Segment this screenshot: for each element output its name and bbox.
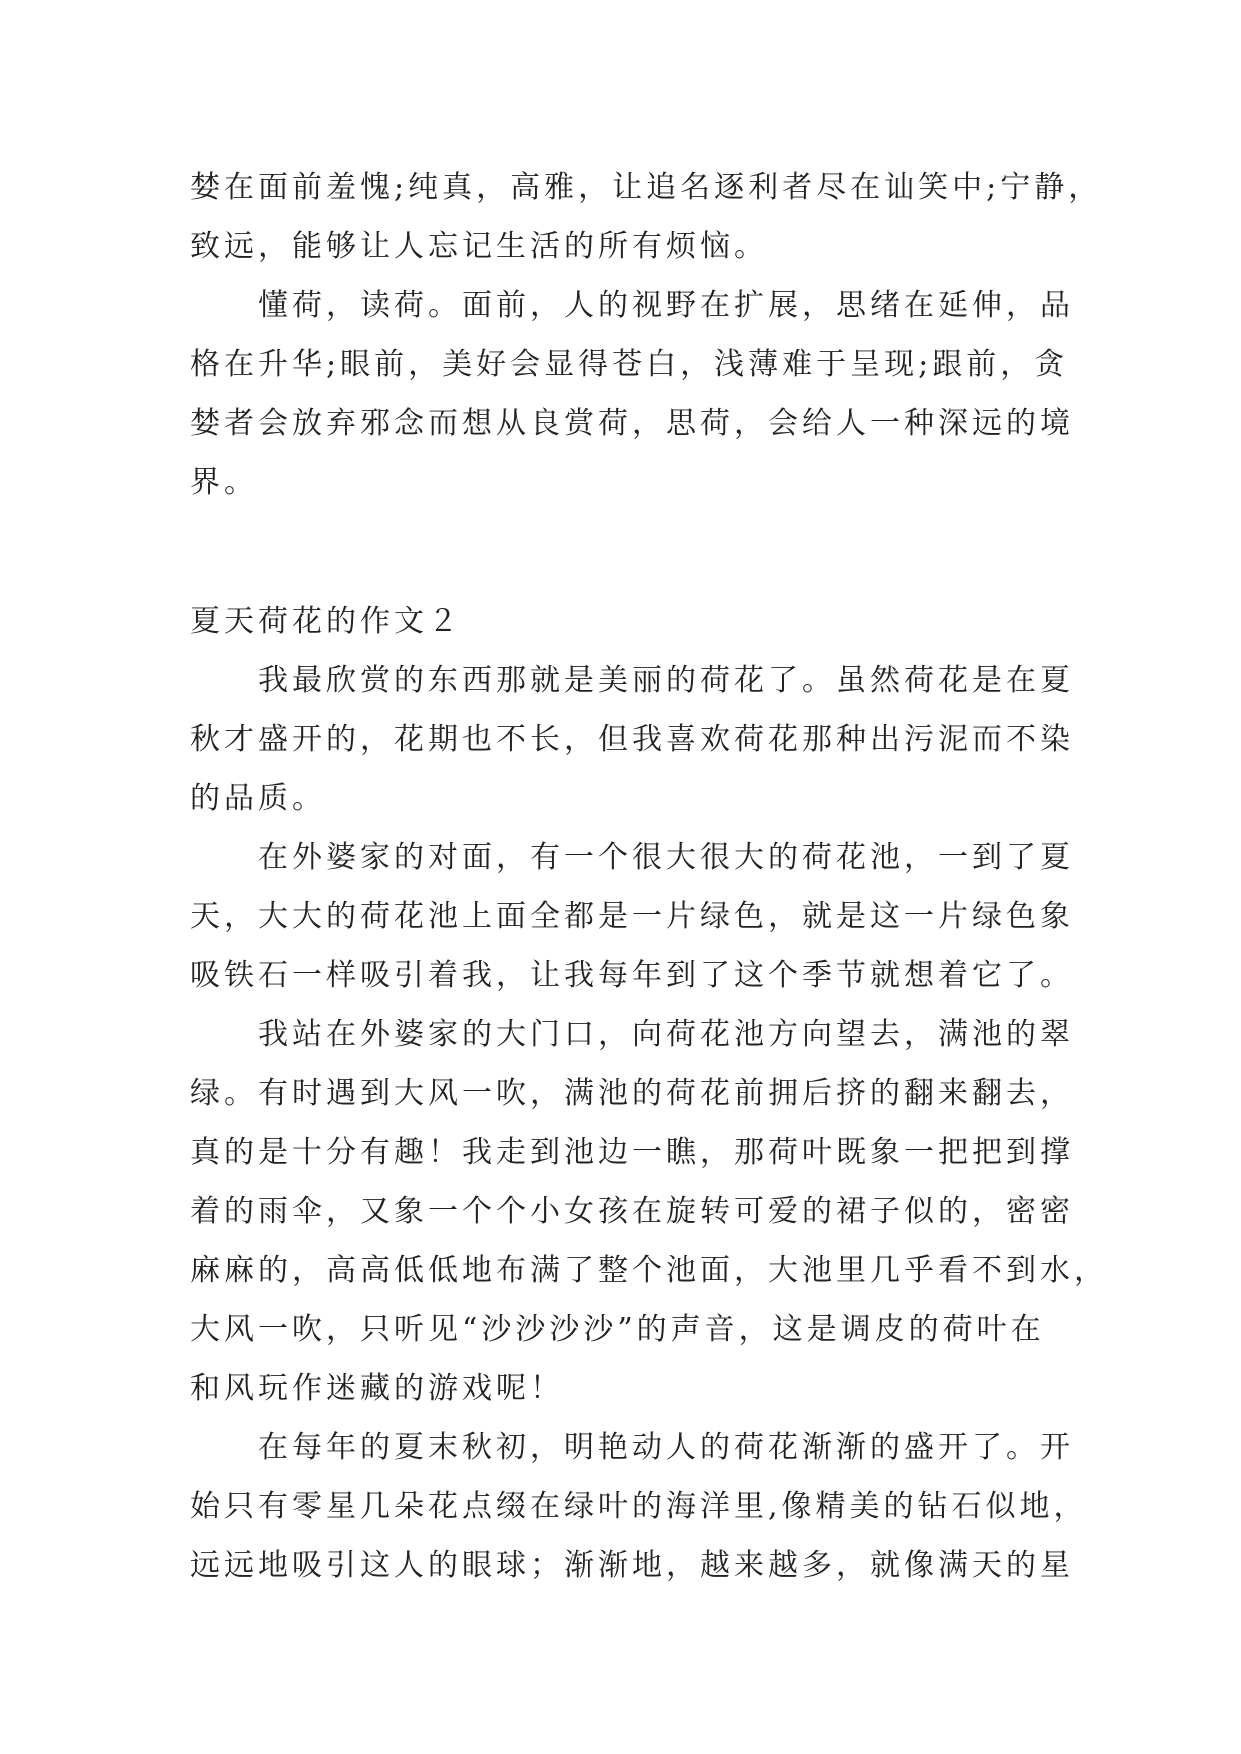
text-line: 婪者会放弃邪念而想从良赏荷，思荷，会给人一种深远的境 (190, 406, 1074, 441)
text-line: 秋才盛开的，花期也不长，但我喜欢荷花那种出污泥而不染 (190, 722, 1074, 757)
text-line: 在外婆家的对面，有一个很大很大的荷花池，一到了夏 (258, 840, 1074, 875)
paragraph-lotus-pond (190, 828, 1074, 1005)
text-line: 绿。有时遇到大风一吹，满池的荷花前拥后挤的翻来翻去， (190, 1076, 1074, 1111)
text-line: 我站在外婆家的大门口，向荷花池方向望去，满池的翠 (258, 1017, 1074, 1052)
text-line: 我最欣赏的东西那就是美丽的荷花了。虽然荷花是在夏 (258, 663, 1074, 698)
text-line: 婪在面前羞愧;纯真，高雅，让追名逐利者尽在讪笑中;宁静， (190, 170, 1103, 205)
text-line: 格在升华;眼前，美好会显得苍白，浅薄难于呈现;跟前，贪 (190, 347, 1069, 382)
text-line: 的品质。 (190, 781, 326, 816)
paragraph-continuation (190, 158, 1103, 276)
text-line: 懂荷，读荷。面前，人的视野在扩展，思绪在延伸，品 (258, 288, 1074, 323)
section-title: 夏天荷花的作文２ (190, 604, 462, 639)
text-line: 着的雨伞，又象一个个小女孩在旋转可爱的裙子似的，密密 (190, 1194, 1074, 1229)
text-line: 在每年的夏末秋初，明艳动人的荷花渐渐的盛开了。开 (258, 1430, 1074, 1465)
text-line: 远远地吸引这人的眼球；渐渐地，越来越多，就像满天的星 (190, 1548, 1074, 1583)
text-line: 大风一吹，只听见“沙沙沙沙”的声音，这是调皮的荷叶在 (190, 1312, 1045, 1347)
text-line: 界。 (190, 465, 258, 500)
text-line: 麻麻的，高高低低地布满了整个池面，大池里几乎看不到水， (190, 1253, 1108, 1288)
text-line: 真的是十分有趣！我走到池边一瞧，那荷叶既象一把把到撑 (190, 1135, 1074, 1170)
text-line: 吸铁石一样吸引着我，让我每年到了这个季节就想着它了。 (190, 958, 1074, 993)
text-line: 天，大大的荷花池上面全都是一片绿色，就是这一片绿色象 (190, 899, 1074, 934)
paragraph-understanding-lotus (190, 276, 1074, 512)
paragraph-pond-view (190, 1005, 1108, 1418)
document-body (190, 158, 1108, 1595)
text-line: 和风玩作迷藏的游戏呢！ (190, 1371, 564, 1406)
paragraph-lotus-blooming (190, 1418, 1088, 1595)
text-line: 致远，能够让人忘记生活的所有烦恼。 (190, 229, 768, 264)
paragraph-favorite-lotus (190, 651, 1074, 828)
text-line: 始只有零星几朵花点缀在绿叶的海洋里,像精美的钻石似地， (190, 1489, 1088, 1524)
